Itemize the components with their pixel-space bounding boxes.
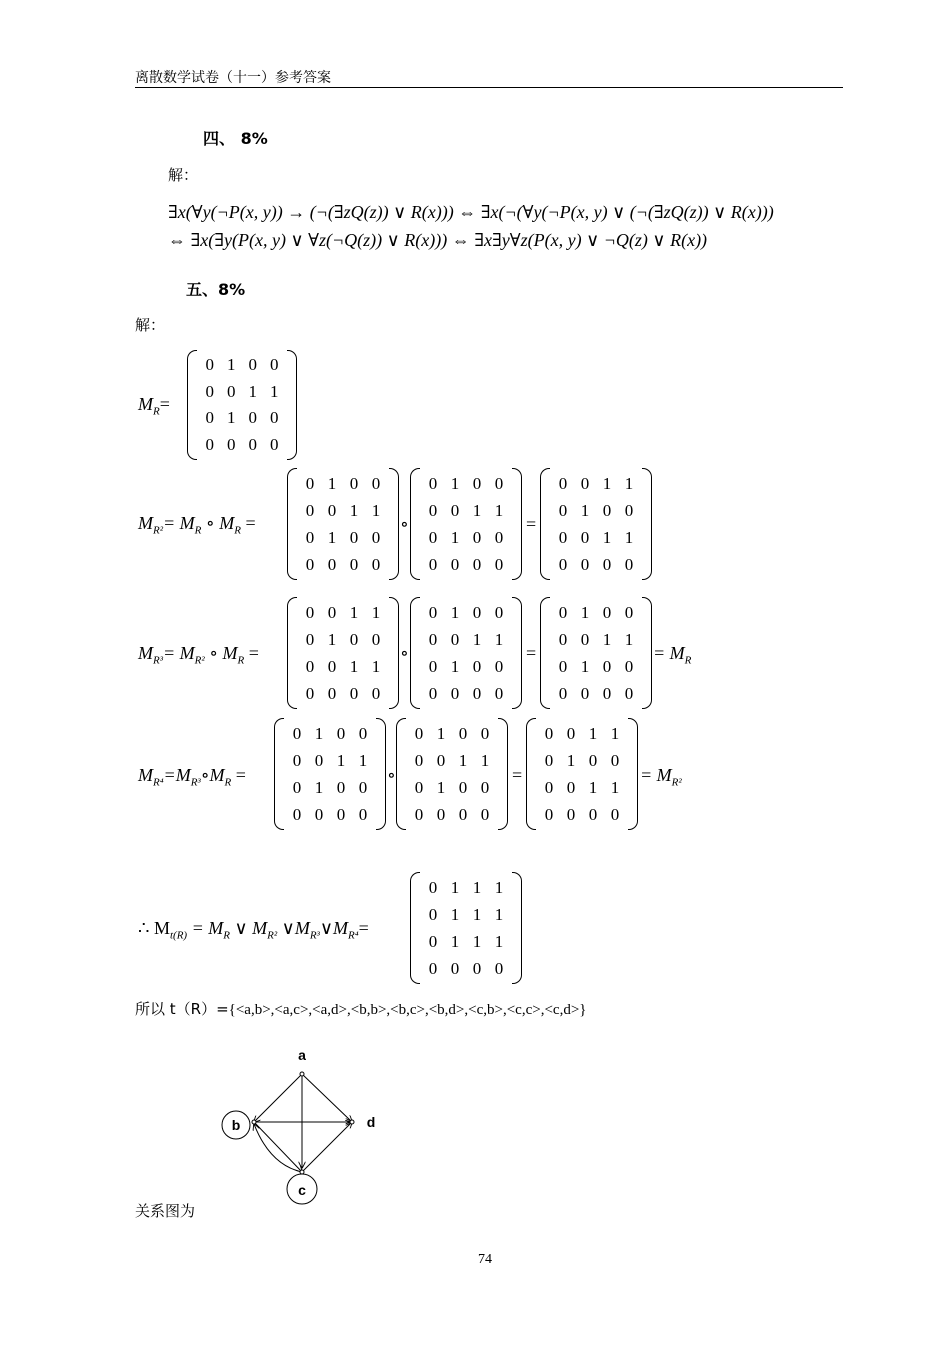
matrix-cell: 0 <box>472 656 482 676</box>
matrix-cell: 1 <box>450 602 460 622</box>
section-4-formula-line-1: ∃x(∀y(¬P(x, y)) → (¬(∃zQ(z)) ∨ R(x))) ⇔ ∃x(¬(∀y(¬P(x, y) ∨ (¬(∃zQ(z)) ∨ R(x))) <box>168 202 774 222</box>
matrix-cell: 0 <box>602 683 612 703</box>
matrix-cell: 0 <box>414 777 424 797</box>
section-5-title: 五、8% <box>186 280 246 299</box>
matrix-cell: 1 <box>580 500 590 520</box>
matrix-cell: 0 <box>371 683 381 703</box>
matrix-cell: 0 <box>248 408 257 428</box>
matrix-cell: 0 <box>566 777 576 797</box>
matrix-cell: 1 <box>494 629 504 649</box>
matrix-cell: 1 <box>327 629 337 649</box>
matrix-cell: 1 <box>227 408 236 428</box>
matrix-cell: 0 <box>494 554 504 574</box>
matrix-cell: 0 <box>358 777 368 797</box>
graph-caption: 关系图为 <box>135 1202 196 1220</box>
matrix-cell: 1 <box>580 602 590 622</box>
matrix-cell: 1 <box>494 500 504 520</box>
matrix-cell: 0 <box>624 602 634 622</box>
edge-c-d <box>302 1122 352 1172</box>
matrix-cell: 0 <box>349 683 359 703</box>
matrix-cell: 0 <box>558 554 568 574</box>
matrix-cell: 0 <box>624 554 634 574</box>
matrix-left-bracket <box>410 872 420 984</box>
matrix-cell: 0 <box>566 804 576 824</box>
matrix-mr4-result <box>526 718 638 830</box>
matrix-cell: 0 <box>602 602 612 622</box>
matrix-cell: 0 <box>558 656 568 676</box>
matrix-cell: 1 <box>494 877 504 897</box>
header-rule <box>135 87 843 88</box>
matrix-left-bracket <box>526 718 536 830</box>
matrix-cell: 0 <box>610 804 620 824</box>
matrix-cell: 0 <box>428 527 438 547</box>
matrix-cell: 0 <box>472 527 482 547</box>
matrix-cell: 0 <box>436 750 446 770</box>
matrix-cell: 1 <box>314 723 324 743</box>
matrix-cell: 1 <box>371 500 381 520</box>
relation-graph <box>210 1040 400 1220</box>
matrix-cell: 0 <box>270 355 279 375</box>
matrix-cell: 1 <box>450 527 460 547</box>
matrix-cell: 0 <box>205 355 214 375</box>
matrix-cell: 0 <box>494 958 504 978</box>
matrix-cell: 0 <box>428 656 438 676</box>
matrix-left-bracket <box>187 350 197 460</box>
matrix-cell: 0 <box>450 554 460 574</box>
compose-operator: ∘ <box>387 765 396 785</box>
matrix-left-bracket <box>540 597 550 709</box>
matrix-right-bracket <box>287 350 297 460</box>
matrix-cell: 0 <box>558 473 568 493</box>
matrix-cell: 0 <box>580 683 590 703</box>
matrix-right-bracket <box>512 872 522 984</box>
mr3-tail: = $M_R$ <box>653 643 692 667</box>
matrix-cell: 0 <box>428 877 438 897</box>
matrix-cell: 1 <box>436 777 446 797</box>
edge-a-d <box>302 1074 352 1122</box>
matrix-cell: 0 <box>205 408 214 428</box>
section-4-formula-line-2: ⇔ ∃x(∃y(P(x, y) ∨ ∀z(¬Q(z)) ∨ R(x))) ⇔ ∃x∃y∀z(P(x, y) ∨ ¬Q(z) ∨ R(x)) <box>168 230 708 250</box>
matrix-cell: 1 <box>624 473 634 493</box>
matrix-cell: 0 <box>428 554 438 574</box>
matrix-cell: 1 <box>602 629 612 649</box>
matrix-left-bracket <box>410 597 420 709</box>
node-label-c: c <box>298 1182 306 1198</box>
matrix-cell: 0 <box>428 500 438 520</box>
section-4-title: 四、 8% <box>203 129 268 148</box>
matrix-cell: 1 <box>602 527 612 547</box>
matrix-cell: 0 <box>602 656 612 676</box>
matrix-cell: 1 <box>580 656 590 676</box>
matrix-mr3-b <box>410 597 522 709</box>
matrix-cell: 0 <box>544 750 554 770</box>
matrix-mr3-a <box>287 597 399 709</box>
matrix-cell: 1 <box>624 527 634 547</box>
mr2-equation-label: $M_{R^2}= M_R$ ∘ $M_R$ = <box>138 513 256 537</box>
matrix-mr4-a <box>274 718 386 830</box>
matrix-cell: 0 <box>580 554 590 574</box>
matrix-cell: 0 <box>458 723 468 743</box>
matrix-cell: 0 <box>292 723 302 743</box>
matrix-cell: 1 <box>566 750 576 770</box>
matrix-cell: 1 <box>327 527 337 547</box>
matrix-cell: 0 <box>305 629 315 649</box>
matrix-cell: 0 <box>205 381 214 401</box>
matrix-cell: 0 <box>602 554 612 574</box>
matrix-cell: 0 <box>292 777 302 797</box>
mr4-tail: = $M_{R^2}$ <box>640 765 682 789</box>
matrix-cell: 0 <box>349 473 359 493</box>
matrix-cell: 0 <box>566 723 576 743</box>
matrix-mr2-result <box>540 468 652 580</box>
matrix-cell: 0 <box>227 381 236 401</box>
matrix-cell: 1 <box>270 381 279 401</box>
matrix-cell: 0 <box>305 656 315 676</box>
matrix-cell: 0 <box>414 723 424 743</box>
matrix-cell: 0 <box>610 750 620 770</box>
matrix-mr <box>187 350 297 460</box>
matrix-cell: 0 <box>624 500 634 520</box>
matrix-cell: 0 <box>358 804 368 824</box>
matrix-cell: 0 <box>414 804 424 824</box>
matrix-cell: 1 <box>450 656 460 676</box>
matrix-cell: 0 <box>314 804 324 824</box>
matrix-cell: 1 <box>349 602 359 622</box>
matrix-cell: 1 <box>624 629 634 649</box>
compose-operator: ∘ <box>400 643 409 663</box>
matrix-mr3-result <box>540 597 652 709</box>
edge-a-b <box>254 1074 302 1122</box>
matrix-cell: 0 <box>349 629 359 649</box>
mr4-equation-label: $M_{R^4}=M_{R^3}\circ M_R$ = <box>138 765 246 789</box>
matrix-left-bracket <box>410 468 420 580</box>
matrix-cell: 1 <box>494 904 504 924</box>
matrix-cell: 1 <box>472 931 482 951</box>
matrix-cell: 0 <box>558 629 568 649</box>
matrix-cell: 0 <box>336 804 346 824</box>
matrix-cell: 0 <box>558 527 568 547</box>
matrix-right-bracket <box>642 597 652 709</box>
mr3-equation-label: $M_{R^3}= M_{R^2}$ ∘ $M_R$ = <box>138 643 259 667</box>
matrix-cell: 1 <box>358 750 368 770</box>
matrix-right-bracket <box>389 597 399 709</box>
matrix-cell: 1 <box>472 629 482 649</box>
matrix-cell: 1 <box>472 904 482 924</box>
matrix-cell: 0 <box>450 629 460 649</box>
equals-sign: = <box>526 643 537 663</box>
matrix-cell: 0 <box>371 629 381 649</box>
matrix-cell: 1 <box>450 931 460 951</box>
matrix-cell: 0 <box>480 777 490 797</box>
matrix-cell: 1 <box>314 777 324 797</box>
matrix-cell: 1 <box>494 931 504 951</box>
matrix-cell: 0 <box>494 602 504 622</box>
matrix-cell: 0 <box>580 629 590 649</box>
matrix-left-bracket <box>396 718 406 830</box>
equals-sign: = <box>526 514 537 534</box>
matrix-cell: 0 <box>544 723 554 743</box>
matrix-cell: 0 <box>624 683 634 703</box>
matrix-cell: 0 <box>588 750 598 770</box>
matrix-mr2-a <box>287 468 399 580</box>
matrix-cell: 0 <box>371 473 381 493</box>
matrix-cell: 1 <box>450 904 460 924</box>
matrix-cell: 0 <box>270 434 279 454</box>
matrix-cell: 0 <box>428 629 438 649</box>
section-5-solution-label: 解： <box>135 316 166 334</box>
matrix-cell: 0 <box>428 473 438 493</box>
matrix-cell: 0 <box>580 527 590 547</box>
matrix-cell: 0 <box>494 683 504 703</box>
matrix-cell: 1 <box>371 656 381 676</box>
matrix-cell: 1 <box>450 877 460 897</box>
matrix-cell: 1 <box>227 355 236 375</box>
matrix-cell: 0 <box>580 473 590 493</box>
matrix-cell: 0 <box>305 683 315 703</box>
matrix-cell: 1 <box>371 602 381 622</box>
matrix-cell: 0 <box>458 804 468 824</box>
matrix-cell: 0 <box>270 408 279 428</box>
matrix-cell: 0 <box>544 804 554 824</box>
matrix-cell: 0 <box>292 804 302 824</box>
matrix-cell: 0 <box>450 683 460 703</box>
matrix-cell: 1 <box>472 877 482 897</box>
matrix-cell: 0 <box>494 473 504 493</box>
matrix-transitive-closure <box>410 872 522 984</box>
matrix-cell: 0 <box>336 723 346 743</box>
matrix-cell: 0 <box>428 904 438 924</box>
matrix-cell: 0 <box>472 958 482 978</box>
compose-operator: ∘ <box>400 514 409 534</box>
matrix-cell: 1 <box>436 723 446 743</box>
matrix-cell: 0 <box>305 602 315 622</box>
edge-b-c <box>254 1122 302 1172</box>
matrix-cell: 0 <box>227 434 236 454</box>
running-header: 离散数学试卷（十一）参考答案 <box>135 70 331 86</box>
matrix-cell: 0 <box>327 500 337 520</box>
matrix-mr2-b <box>410 468 522 580</box>
matrix-cell: 1 <box>610 723 620 743</box>
matrix-cell: 0 <box>314 750 324 770</box>
matrix-mr4-b <box>396 718 508 830</box>
matrix-cell: 0 <box>472 602 482 622</box>
matrix-cell: 0 <box>428 602 438 622</box>
matrix-right-bracket <box>512 468 522 580</box>
matrix-left-bracket <box>274 718 284 830</box>
mr-label: $M_R=$ <box>138 394 170 418</box>
matrix-cell: 0 <box>544 777 554 797</box>
matrix-cell: 1 <box>588 777 598 797</box>
matrix-cell: 0 <box>558 602 568 622</box>
matrix-cell: 0 <box>305 500 315 520</box>
matrix-cell: 0 <box>480 804 490 824</box>
node-label-b: b <box>231 1117 241 1133</box>
matrix-cell: 1 <box>610 777 620 797</box>
matrix-cell: 0 <box>458 777 468 797</box>
matrix-cell: 0 <box>558 500 568 520</box>
matrix-cell: 0 <box>349 554 359 574</box>
page-number: 74 <box>478 1252 492 1267</box>
matrix-right-bracket <box>498 718 508 830</box>
matrix-cell: 1 <box>336 750 346 770</box>
matrix-left-bracket <box>287 597 297 709</box>
transitive-closure-label: ∴ $M_{t(R)} = M_R$ ∨ $M_{R^2}$ $\vee M_{R^3}\vee M_{R^4}=$ <box>138 918 369 942</box>
section-4-solution-label: 解： <box>168 166 199 184</box>
matrix-cell: 0 <box>428 931 438 951</box>
matrix-cell: 0 <box>205 434 214 454</box>
matrix-left-bracket <box>287 468 297 580</box>
matrix-cell: 0 <box>327 656 337 676</box>
matrix-cell: 0 <box>292 750 302 770</box>
matrix-cell: 0 <box>327 602 337 622</box>
matrix-cell: 1 <box>349 500 359 520</box>
matrix-cell: 0 <box>494 527 504 547</box>
matrix-cell: 1 <box>480 750 490 770</box>
matrix-cell: 0 <box>358 723 368 743</box>
matrix-cell: 1 <box>602 473 612 493</box>
transitive-closure-set: 所以 t（R）={<a,b>,<a,c>,<a,d>,<b,b>,<b,c>,<b,d>,<c,b>,<c,c>,<c,d>} <box>135 1000 587 1018</box>
matrix-cell: 1 <box>349 656 359 676</box>
node-label-d: d <box>366 1114 376 1130</box>
matrix-right-bracket <box>628 718 638 830</box>
matrix-right-bracket <box>642 468 652 580</box>
matrix-cell: 0 <box>428 683 438 703</box>
matrix-cell: 0 <box>349 527 359 547</box>
matrix-right-bracket <box>389 468 399 580</box>
matrix-right-bracket <box>376 718 386 830</box>
matrix-cell: 1 <box>472 500 482 520</box>
matrix-cell: 0 <box>558 683 568 703</box>
matrix-cell: 0 <box>436 804 446 824</box>
matrix-cell: 1 <box>248 381 257 401</box>
matrix-cell: 0 <box>248 434 257 454</box>
matrix-cell: 0 <box>305 473 315 493</box>
matrix-cell: 0 <box>480 723 490 743</box>
matrix-cell: 0 <box>371 527 381 547</box>
matrix-cell: 1 <box>327 473 337 493</box>
matrix-left-bracket <box>540 468 550 580</box>
matrix-cell: 0 <box>588 804 598 824</box>
matrix-cell: 0 <box>336 777 346 797</box>
matrix-cell: 0 <box>327 554 337 574</box>
matrix-cell: 0 <box>602 500 612 520</box>
matrix-cell: 0 <box>450 500 460 520</box>
matrix-cell: 0 <box>371 554 381 574</box>
matrix-cell: 0 <box>472 683 482 703</box>
matrix-right-bracket <box>512 597 522 709</box>
matrix-cell: 0 <box>450 958 460 978</box>
matrix-cell: 0 <box>414 750 424 770</box>
node-label-a: a <box>298 1047 306 1063</box>
matrix-cell: 1 <box>458 750 468 770</box>
matrix-cell: 0 <box>305 527 315 547</box>
matrix-cell: 0 <box>624 656 634 676</box>
matrix-cell: 0 <box>494 656 504 676</box>
matrix-cell: 0 <box>305 554 315 574</box>
matrix-cell: 1 <box>588 723 598 743</box>
equals-sign: = <box>512 765 523 785</box>
matrix-cell: 1 <box>450 473 460 493</box>
matrix-cell: 0 <box>472 473 482 493</box>
matrix-cell: 0 <box>472 554 482 574</box>
matrix-cell: 0 <box>248 355 257 375</box>
matrix-cell: 0 <box>428 958 438 978</box>
matrix-cell: 0 <box>327 683 337 703</box>
